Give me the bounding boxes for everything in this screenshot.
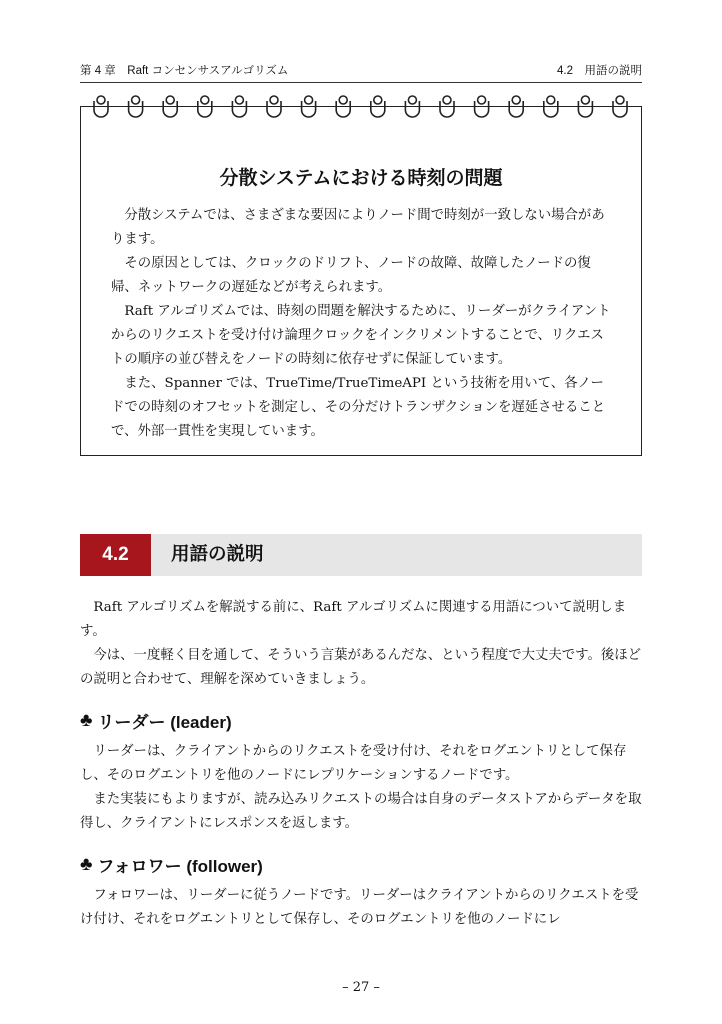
section-number: 4.2 [80, 534, 151, 576]
memo-paragraph: また、Spanner では、TrueTime/TrueTimeAPI という技術を用いて、各ノードでの時刻のオフセットを測定し、その分だけトランザクションを遅延させることで、外部一貫性を実現しています。 [111, 376, 606, 439]
memo-body [111, 204, 615, 444]
section-intro [80, 596, 646, 692]
memo-paragraph: その原因としては、クロックのドリフト、ノードの故障、故障したノードの復帰、ネットワークの遅延などが考えられます。 [111, 256, 591, 295]
section-title: 用語の説明 [171, 544, 264, 565]
memo-title: 分散システムにおける時刻の問題 [219, 167, 503, 189]
chapter-title: 第 4 章 Raft コンセンサスアルゴリズム [80, 65, 289, 77]
term-body-follower [80, 884, 646, 932]
memo-paragraph: 分散システムでは、さまざまな要因によりノード間で時刻が一致しない場合があります。 [111, 208, 605, 247]
term-heading-text: フォロワー (follower) [97, 857, 263, 876]
body-paragraph: フォロワーは、リーダーに従うノードです。リーダーはクライアントからのリクエストを受け付け、それをログエントリとして保存し、そのログエントリを他のノードにレ [80, 888, 639, 927]
running-header [80, 62, 642, 83]
body-paragraph: また実装にもよりますが、読み込みリクエストの場合は自身のデータストアからデータを取得し、クライアントにレスポンスを返します。 [80, 792, 642, 831]
memo-box [80, 106, 642, 456]
section-running-title: 4.2 用語の説明 [557, 65, 642, 77]
body-paragraph: 今は、一度軽く目を通して、そういう言葉があるんだな、という程度で大丈夫です。後ほどの説明と合わせて、理解を深めていきましょう。 [80, 648, 642, 687]
term-heading-leader [80, 708, 232, 733]
memo-paragraph: Raft アルゴリズムでは、時刻の問題を解決するために、リーダーがクライアントからのリクエストを受け付け論理クロックをインクリメントすることで、リクエストの順序の並び替えをノードの時刻に依存せずに保証しています。 [111, 304, 611, 367]
body-paragraph: Raft アルゴリズムを解説する前に、Raft アルゴリズムに関連する用語について説明します。 [80, 600, 627, 639]
section-heading [80, 534, 642, 576]
notebook-ring-binding-icon [81, 93, 643, 125]
body-paragraph: リーダーは、クライアントからのリクエストを受け付け、それをログエントリとして保存し、そのログエントリを他のノードにレプリケーションするノードです。 [80, 744, 627, 783]
term-heading-follower [80, 852, 263, 877]
club-icon: ♣ [80, 710, 93, 731]
club-icon: ♣ [80, 854, 93, 875]
term-heading-text: リーダー (leader) [97, 713, 232, 732]
page-number: – 27 – [342, 980, 380, 995]
term-body-leader [80, 740, 646, 836]
